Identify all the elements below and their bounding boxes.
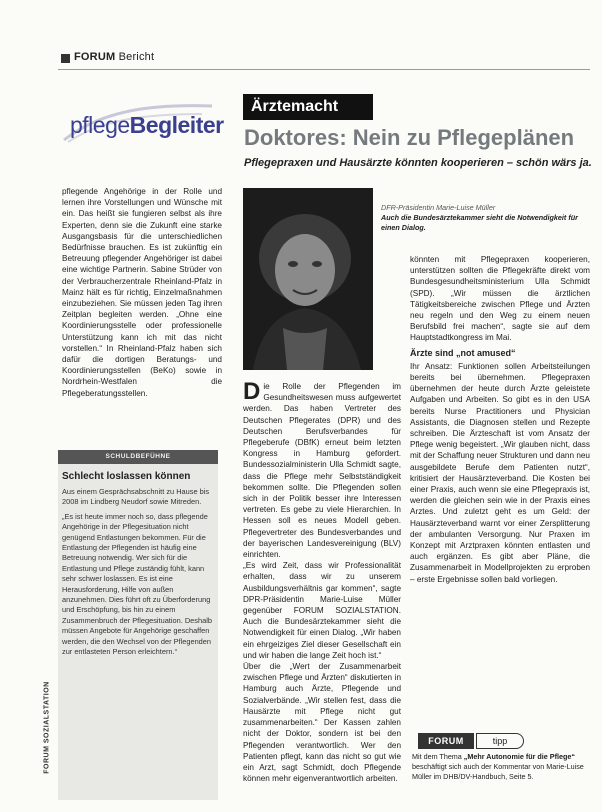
- photo-caption: [381, 203, 581, 233]
- sidebar-body: [62, 487, 214, 662]
- header-section: Bericht: [118, 51, 155, 63]
- article-title: Doktores: Nein zu Pflegeplänen: [244, 125, 575, 150]
- tipp-forum-label: FORUM: [418, 733, 474, 749]
- middle-paragraph-3: Über die „Wert der Zusammenarbeit zwischen Pflege und Ärzten“ diskutierten in Hamburg auch Ärzte, Pflegende und Sozialverbände. „Wir stellen fest, dass die Hausärzte mit Pflege nicht gut zusammenarbeiten.“ Der Kassen zahlen nicht der Doktor, sondern ist bei den Pflegenden verantwortlich. Wer den Patienten pflegt, kann das nicht so gut wie ein Arzt, sagt Schmidt, doch Pflegende können mehr eigenverantwortlich arbeiten.: [243, 662, 401, 784]
- sidebar-tag: SCHULDBEFÜHNE: [58, 450, 218, 464]
- header-rule: [58, 69, 590, 70]
- right-paragraph-2: Ihr Ansatz: Funktionen sollen Arbeitsteilungen bereits bei übernehmen. Pflegepraxen übernehmen der heute durch Ärzte geleistete Aufgaben und Arbeiten. So gibt es in den USA bereits Nurse Practitioners und Physician Assistants, die Diagnosen stellen und Rezepte schreiben. Die Ärzteschaft ist vom Ansatz der Pflege wenig begeistert. „Wir glauben nicht, dass mit der Schaffung neuer Strukturen und dann neu ausgebildete Berufe dem Patienten nutzt“, kritisiert der Hausärzteverband. Die Kosten bei einer Praxis, auch wenn sie eine Pflegepraxis ist, werden die gleichen sein wie in der Praxis eines Arztes. Und zuletzt geht es um Geld: der Hausärzteverband warnt vor einer Zersplitterung der ambulanten Versorgung. Nur Praxen im Konzept mit Arztpraxen könnten entlasten und auch ergänzen. Es gibt aber Pläne, die Zusammenarbeit in Modellprojekten zu erproben – erste Ergebnisse sollen bald vorliegen.: [410, 361, 590, 584]
- right-subhead: Ärzte sind „not amused“: [410, 347, 516, 358]
- sidebar-lead: Aus einem Gesprächsabschnitt zu Hause bis 2008 im Lindberg Neudorf sowie Mitreden.: [62, 487, 210, 507]
- tipp-text-prefix: Mit dem Thema: [412, 752, 462, 761]
- photo-caption-text: Auch die Bundesärztekammer sieht die Notwendigkeit für einen Dialog.: [381, 213, 578, 232]
- drop-cap: D: [243, 378, 261, 405]
- photo-credit: DFR-Präsidentin Marie-Luise Müller: [381, 203, 496, 212]
- sidebar-text: „Es ist heute immer noch so, dass pflegende Angehörige in der Pflegesituation nicht genügend Entlastungen bekommen. Für die Entlastung der Pflegenden ist häufig eine Betreuung notwendig. Wer sich für die Entlastung und Pflege zuständig fühlt, kann sehr schwer loslassen. Es ist eine Herausforderung, Hilfe von außen anzunehmen. Dies führt oft zu Überforderung und Erschöpfung, bis hin zu einem Zusammenbruch der Pflegesituation. Deshalb müssen Angebote für Angehörige geschaffen werden, die den Wechsel von der Pflegenden zur entlasteten Person erleichtern.“: [62, 511, 212, 657]
- right-paragraph-1: könnten mit Pflegepraxen kooperieren, unterstützen sollten die Pflegekräfte direkt vom Bundesgesundheitsministerium Ulla Schmidt (SPD). „Wir müssen die ärztlichen Tätigkeitsbereiche zwischen Pflege und Ärzten neu regeln und den Weg zu einem neuen Berufsbild frei machen“, sagte sie auf dem Hauptstadtkongress im Mai.: [410, 255, 590, 343]
- article-kicker: Ärztemacht: [243, 94, 373, 120]
- middle-paragraph-2: „Es wird Zeit, dass wir Professionalität erhalten, dass wir zu unserem Ausbildungsverhältnis gar kommen“, sagte DPR-Präsidentin Marie-Luise Müller gegenüber FORUM SOZIALSTATION. Auch die Bundesärztekammer sieht die Notwendigkeit für einen Dialog. „Wir haben ein ehrgeiziges Ziel dieser Gesellschaft ein und wir haben die lange Zeit hoch ist.“: [243, 561, 401, 660]
- left-column-paragraph: pflegende Angehörige in der Rolle und lernen ihre Vorstellungen und Wünsche mit ein. Das heißt sie fungieren selbst als ihre Experten, denn sie die Zukunft eine starke Ausgangsbasis für die unterschiedlichen Bedürfnisse brauchen. Es ist zukünftig ein Betreuung pflegender Angehöriger ist dabei eine wichtige Partnerin. Sabine Strüder von der Verbraucherzentrale Rheinland-Pfalz in Mainz hält es für richtig, Einzelmaßnahmen einzubeziehen. Sie müssen jeden Tag ihren Zeitplan begleiten werden. „Ohne eine Koordinierungsstelle oder professionelle Unterstützung kann ich mit das nicht vorstellen.“ In Rheinland-Pfalz haben sich dafür die dortigen Beratungs- und Koordinierungsstellen (BeKo) sowie in Nordrhein-Westfalen die Pflegeberatungsstellen.: [62, 187, 222, 398]
- portrait-image: [243, 188, 373, 370]
- side-label-text: FORUM SOZIALSTATION: [43, 681, 51, 774]
- logo-prefix: pflege: [70, 112, 130, 138]
- portrait-photo: [243, 188, 373, 370]
- left-column-text: [62, 186, 222, 399]
- logo-wordmark: [70, 112, 224, 139]
- side-label: [33, 664, 51, 804]
- forum-tipp-badge: [406, 733, 590, 749]
- middle-paragraph-1: [243, 378, 401, 560]
- article-subtitle: Pflegepraxen und Hausärzte könnten kooperieren – schön wärs ja.: [244, 157, 592, 169]
- section-header: [74, 51, 154, 63]
- tipp-text-rest: beschäftigt sich auch der Kommentar von Marie-Luise Müller im DHB/DV-Handbuch, Seite 5.: [412, 762, 584, 781]
- right-column-text: [410, 254, 590, 585]
- sidebar-title: Schlecht loslassen können: [62, 471, 191, 482]
- middle-paragraph-1-text: ie Rolle der Pflegenden im Gesundheitswesen muss aufgewertet werden. Das haben Vertreter des Deutschen Pflegerates (DPR) und des Deutschen Berufsverbandes für Pflegeberufe (DBfK) erneut beim letzten Kongress in Hamburg gefordert. Bundessozialministerin Ulla Schmidt sagte, dass die Pflege mehr Selbstständigkeit bekommen sollte. Die Pflegenden sollen sich in der Politik besser ihre Interessen vertreten. Es gebe zu viele Hierarchien. In Hessen soll es neues Modell geben. Pflegevertreter des Bundesverbandes und der bayerischen Landesvereinigung (BLV) einrichten.: [243, 382, 401, 560]
- tipp-label: tipp: [476, 733, 524, 749]
- header-forum: FORUM: [74, 51, 116, 63]
- tipp-text: [412, 752, 590, 782]
- middle-column-text: [243, 378, 401, 784]
- tipp-text-title: „Mehr Autonomie für die Pflege“: [463, 752, 575, 761]
- header-marker: [61, 54, 70, 63]
- logo-suffix: Begleiter: [129, 112, 224, 138]
